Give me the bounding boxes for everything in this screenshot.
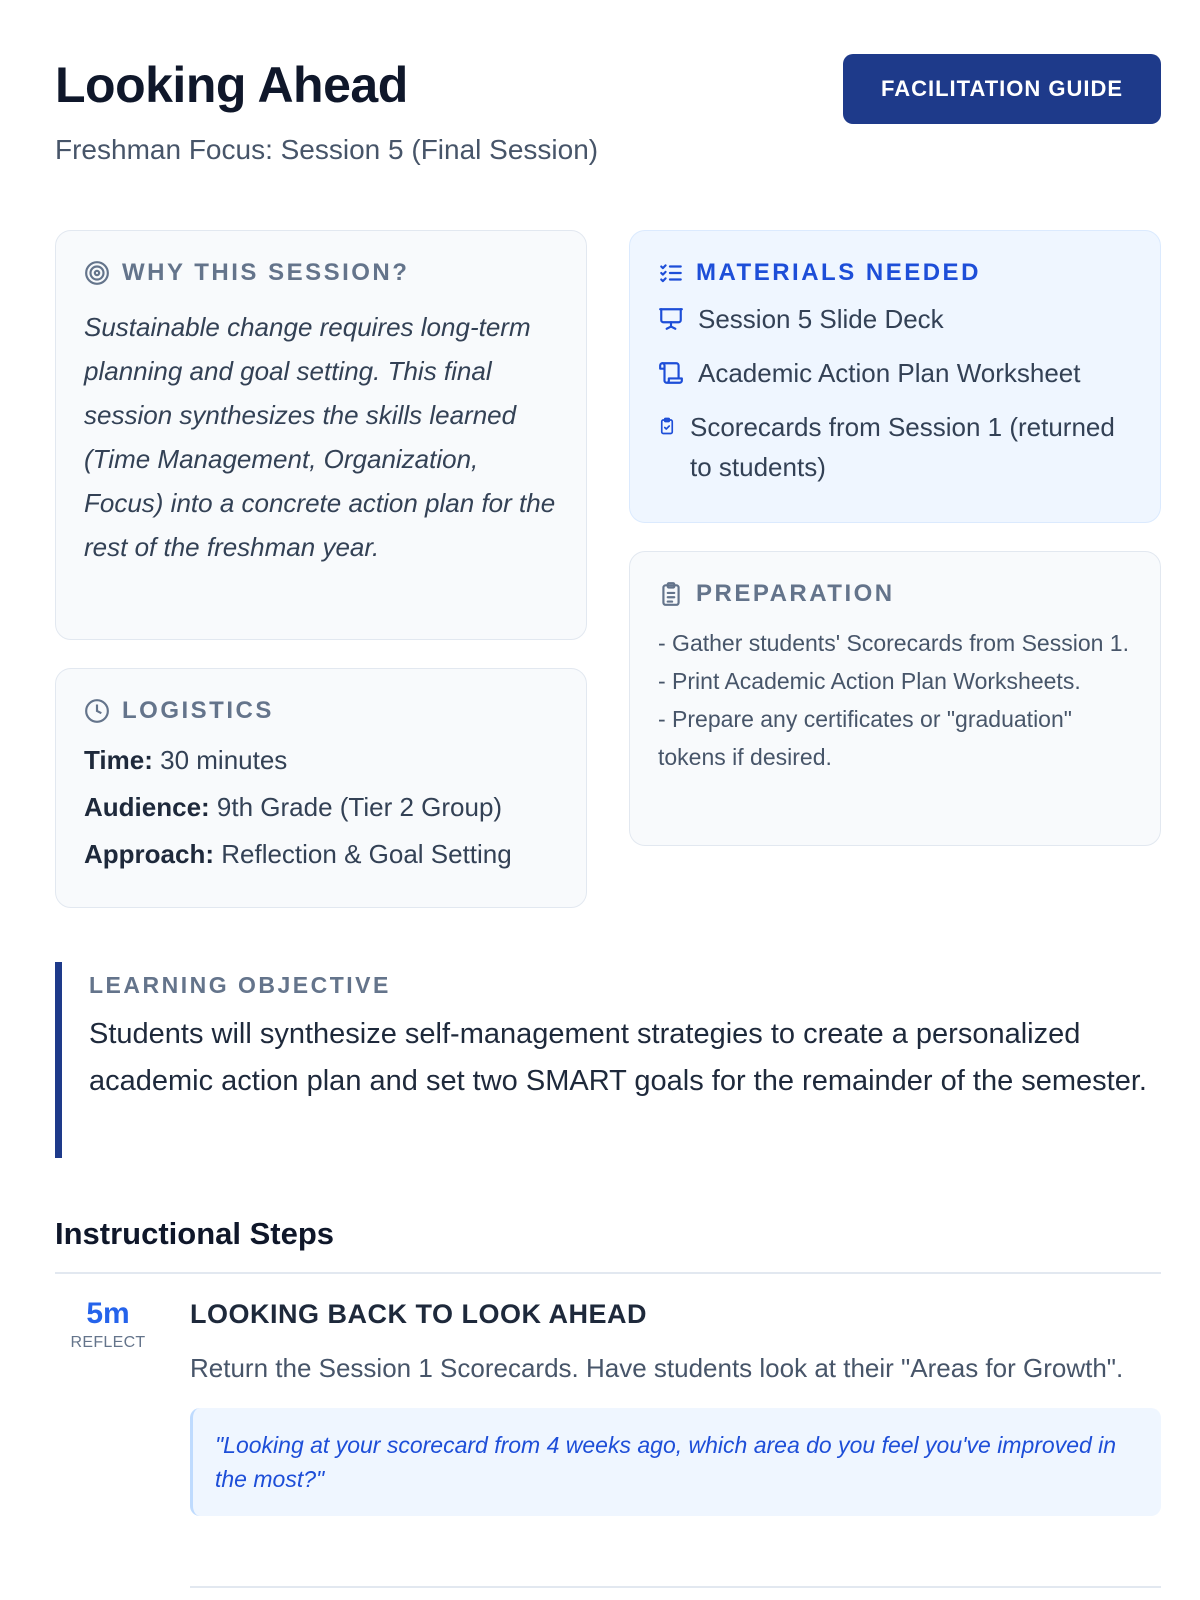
materials-list bbox=[658, 299, 1132, 487]
materials-item-scorecards bbox=[658, 407, 1132, 487]
preparation-text bbox=[658, 624, 1132, 776]
page-header bbox=[55, 0, 1161, 200]
logistics-label: Audience: bbox=[84, 792, 210, 822]
clock-icon bbox=[84, 698, 110, 724]
instructional-steps-title: Instructional Steps bbox=[55, 1216, 335, 1251]
presentation-icon bbox=[658, 306, 684, 332]
materials-item-label: Session 5 Slide Deck bbox=[698, 304, 944, 334]
logistics-rows bbox=[84, 737, 558, 878]
preparation-heading-text: PREPARATION bbox=[696, 580, 895, 607]
scroll-icon bbox=[658, 360, 684, 386]
logistics-heading bbox=[84, 697, 558, 725]
step-prompt: "Looking at your scorecard from 4 weeks ago, which area do you feel you've improved in the most?" bbox=[190, 1408, 1161, 1516]
clipboard-icon bbox=[658, 581, 684, 607]
materials-item-label: Scorecards from Session 1 (returned to students) bbox=[690, 412, 1115, 482]
page-title: Looking Ahead bbox=[55, 57, 408, 113]
divider bbox=[190, 1586, 1161, 1588]
logistics-row-time bbox=[84, 737, 558, 784]
page-subtitle: Freshman Focus: Session 5 (Final Session) bbox=[55, 134, 599, 165]
divider bbox=[55, 1272, 1161, 1274]
why-session-heading-text: WHY THIS SESSION? bbox=[122, 259, 410, 286]
logistics-row-approach bbox=[84, 831, 558, 878]
why-session-heading bbox=[84, 259, 558, 287]
checklist-icon bbox=[658, 260, 684, 286]
logistics-label: Time: bbox=[84, 745, 153, 775]
preparation-heading bbox=[658, 580, 1132, 608]
logistics-value: 30 minutes bbox=[160, 745, 288, 775]
preparation-line: - Print Academic Action Plan Worksheets. bbox=[658, 668, 1081, 694]
step-duration: 5m bbox=[86, 1297, 130, 1330]
materials-item-label: Academic Action Plan Worksheet bbox=[698, 358, 1081, 388]
logistics-label: Approach: bbox=[84, 839, 214, 869]
step-time bbox=[55, 1296, 161, 1352]
preparation-card bbox=[629, 551, 1161, 846]
step-description: Return the Session 1 Scorecards. Have students look at their "Areas for Growth". bbox=[190, 1353, 1124, 1383]
logistics-card bbox=[55, 668, 587, 908]
preparation-line: - Prepare any certificates or "graduation" tokens if desired. bbox=[658, 706, 1072, 770]
preparation-line: - Gather students' Scorecards from Session 1. bbox=[658, 630, 1129, 656]
why-session-card bbox=[55, 230, 587, 640]
materials-item-worksheet bbox=[658, 353, 1132, 393]
step-body bbox=[190, 1296, 1161, 1516]
why-session-text: Sustainable change requires long-term planning and goal setting. This final session synthesizes the skills learned (Time Management, Organization, Focus) into a concrete action plan for the rest of the freshman year. bbox=[84, 312, 556, 562]
instructional-step bbox=[55, 1296, 1161, 1596]
learning-objective bbox=[55, 962, 1161, 1158]
materials-card bbox=[629, 230, 1161, 523]
logistics-value: 9th Grade (Tier 2 Group) bbox=[216, 792, 503, 822]
materials-heading-text: MATERIALS NEEDED bbox=[696, 259, 981, 286]
logistics-row-audience bbox=[84, 784, 558, 831]
step-kind: REFLECT bbox=[70, 1334, 146, 1351]
target-icon bbox=[84, 260, 110, 286]
step-name: LOOKING BACK TO LOOK AHEAD bbox=[190, 1299, 647, 1329]
facilitation-guide-button[interactable]: FACILITATION GUIDE bbox=[843, 54, 1161, 124]
logistics-heading-text: LOGISTICS bbox=[122, 697, 274, 724]
clipboard-check-icon bbox=[658, 417, 676, 435]
materials-heading bbox=[658, 259, 1132, 287]
materials-item-slide-deck bbox=[658, 299, 1132, 339]
learning-objective-text: Students will synthesize self-management strategies to create a personalized academic action plan and set two SMART goals for the remainder of the semester. bbox=[89, 1018, 1147, 1097]
learning-objective-label: LEARNING OBJECTIVE bbox=[89, 972, 391, 998]
logistics-value: Reflection & Goal Setting bbox=[221, 839, 512, 869]
